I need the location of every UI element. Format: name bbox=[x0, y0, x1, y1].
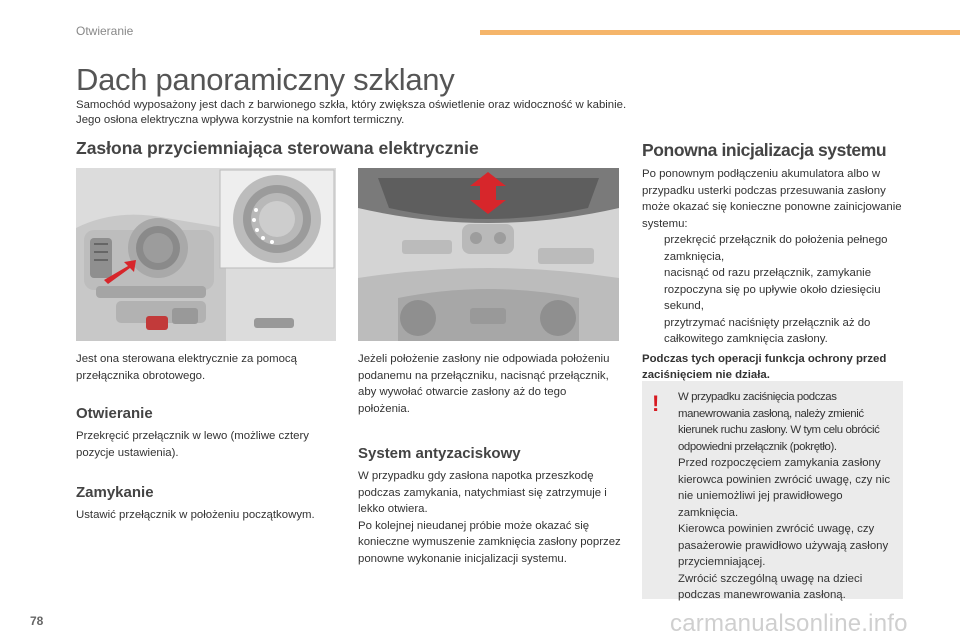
page-number: 78 bbox=[30, 614, 44, 628]
anti-pinch-text-2: Po kolejnej nieudanej próbie może okazać się konieczne wymuszenie zamknięcia zasłony poprzez ponowne wykonanie inicjalizacji systemu. bbox=[358, 519, 621, 565]
position-text: Jeżeli położenie zasłony nie odpowiada położeniu podanemu na przełączniku, nacisnąć przełącznik, aby wywołać otwarcie zasłony aż do tego położenia. bbox=[358, 353, 610, 415]
reinit-intro: Po ponownym podłączeniu akumulatora albo w przypadku usterki podczas przesuwania zasłony może okazać się konieczne ponowne zainicjowanie systemu: bbox=[642, 168, 902, 230]
section-label: Otwieranie bbox=[76, 24, 134, 38]
intro-text: Samochód wyposażony jest dach z barwionego szkła, który zwiększa oświetlenie oraz widoczność w kabinie. Jego osłona elektryczna wpływa korzystnie na komfort termiczny. bbox=[76, 99, 627, 126]
warning-icon: ! bbox=[652, 391, 660, 416]
warning-text-1: W przypadku zaciśnięcia podczas manewrowania zasłoną, należy zmienić kierunek ruchu zasłony. W tym celu obrócić odpowiedni przełącznik (pokrętło). bbox=[678, 391, 880, 453]
reinit-note: Podczas tych operacji funkcja ochrony przed zaciśnięciem nie działa. bbox=[642, 352, 887, 381]
warning-text-2: Przed rozpoczęciem zamykania zasłony kierowca powinien zwrócić uwagę, czy nic nie uniemożliwi jej prawidłowego zamknięcia. bbox=[678, 457, 891, 519]
reinit-step-1: przekręcić przełącznik do położenia pełnego zamknięcia, bbox=[664, 234, 888, 263]
watermark: carmanualsonline.info bbox=[670, 610, 908, 637]
roof-illustration bbox=[358, 168, 619, 341]
anti-pinch-text-1: W przypadku gdy zasłona napotka przeszkodę podczas zamykania, natychmiast się zatrzymuje i lekko otwiera. bbox=[358, 470, 607, 515]
closing-text: Ustawić przełącznik w położeniu początkowym. bbox=[76, 509, 315, 521]
page-title: Dach panoramiczny szklany bbox=[76, 62, 455, 97]
section-heading-reinit: Ponowna inicjalizacja systemu bbox=[642, 140, 887, 160]
warning-text-3: Kierowca powinien zwrócić uwagę, czy pasażerowie prawidłowo używają zasłony przyciemniającej. bbox=[678, 523, 889, 568]
warning-text bbox=[678, 389, 898, 604]
warning-box bbox=[642, 381, 903, 599]
reinit-step-3: przytrzymać naciśnięty przełącznik aż do całkowitego zamknięcia zasłony. bbox=[664, 316, 871, 345]
reinit-step-2: nacisnąć od razu przełącznik, zamykanie rozpoczyna się po upływie około dziesięciu sekund, bbox=[664, 267, 881, 312]
opening-text: Przekręcić przełącznik w lewo (możliwe cztery pozycje ustawienia). bbox=[76, 430, 309, 459]
anti-pinch-block bbox=[358, 468, 622, 567]
closing-heading: Zamykanie bbox=[76, 484, 154, 501]
reinit-steps bbox=[642, 232, 906, 348]
switch-illustration bbox=[76, 168, 336, 341]
header-accent-bar bbox=[480, 30, 960, 35]
opening-heading: Otwieranie bbox=[76, 405, 153, 422]
reinit-block bbox=[642, 166, 906, 383]
section-heading-shade: Zasłona przyciemniająca sterowana elektrycznie bbox=[76, 138, 479, 158]
anti-pinch-heading: System antyzaciskowy bbox=[358, 445, 521, 462]
shade-description: Jest ona sterowana elektrycznie za pomocą przełącznika obrotowego. bbox=[76, 353, 297, 382]
warning-text-4: Zwrócić szczególną uwagę na dzieci podczas manewrowania zasłoną. bbox=[678, 572, 863, 601]
